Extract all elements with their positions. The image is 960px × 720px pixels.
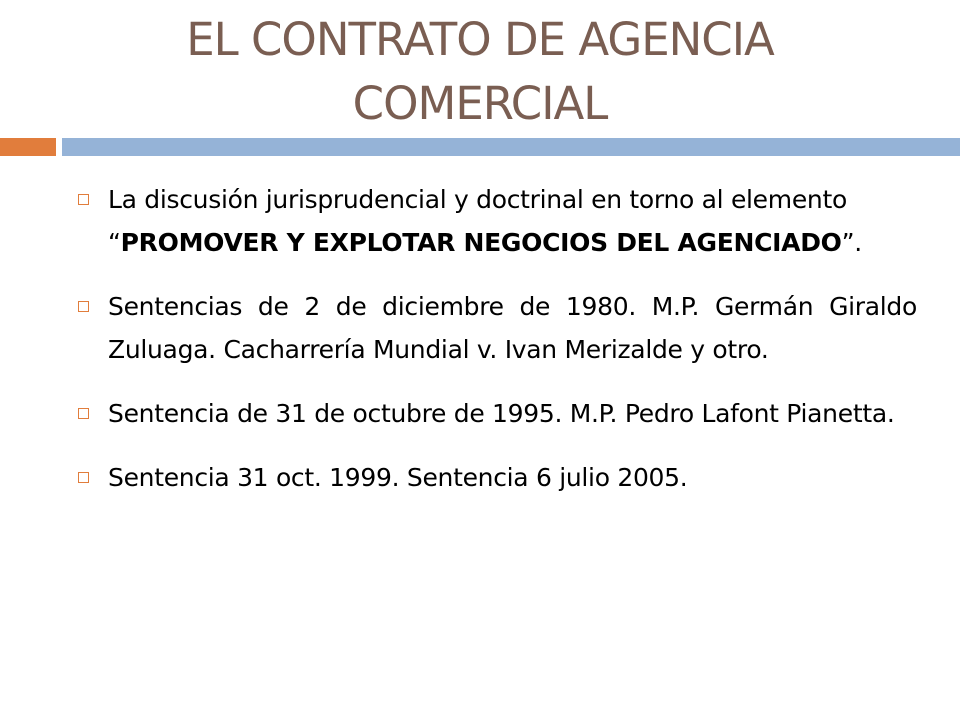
bullet-item-4 [72,456,917,499]
bullet-item-2 [72,285,917,371]
bullet-list [72,178,917,520]
title-line-1: EL CONTRATO DE AGENCIA [186,13,774,66]
square-bullet-icon [78,408,89,419]
bullet-item-3 [72,392,917,435]
square-bullet-icon [78,301,89,312]
bullet-1-text-before: La discusión jurisprudencial y doctrinal en torno al elemento “ [108,185,847,257]
bullet-3-text: Sentencia de 31 de octubre de 1995. M.P. Pedro Lafont Pianetta. [108,399,895,428]
bullet-1-bold-text: PROMOVER Y EXPLOTAR NEGOCIOS DEL AGENCIADO [120,228,842,257]
square-bullet-icon [78,194,89,205]
square-bullet-icon [78,472,89,483]
blue-accent-bar [62,138,960,156]
bullet-item-1 [72,178,917,264]
slide-title [60,8,900,136]
bullet-1-text-after: ”. [841,228,862,257]
bullet-2-text: Sentencias de 2 de diciembre de 1980. M.P. Germán Giraldo Zuluaga. Cacharrería Mundial v. Ivan Merizalde y otro. [108,292,917,364]
title-line-2: COMERCIAL [352,77,608,130]
orange-accent-bar [0,138,56,156]
bullet-4-text: Sentencia 31 oct. 1999. Sentencia 6 julio 2005. [108,463,688,492]
